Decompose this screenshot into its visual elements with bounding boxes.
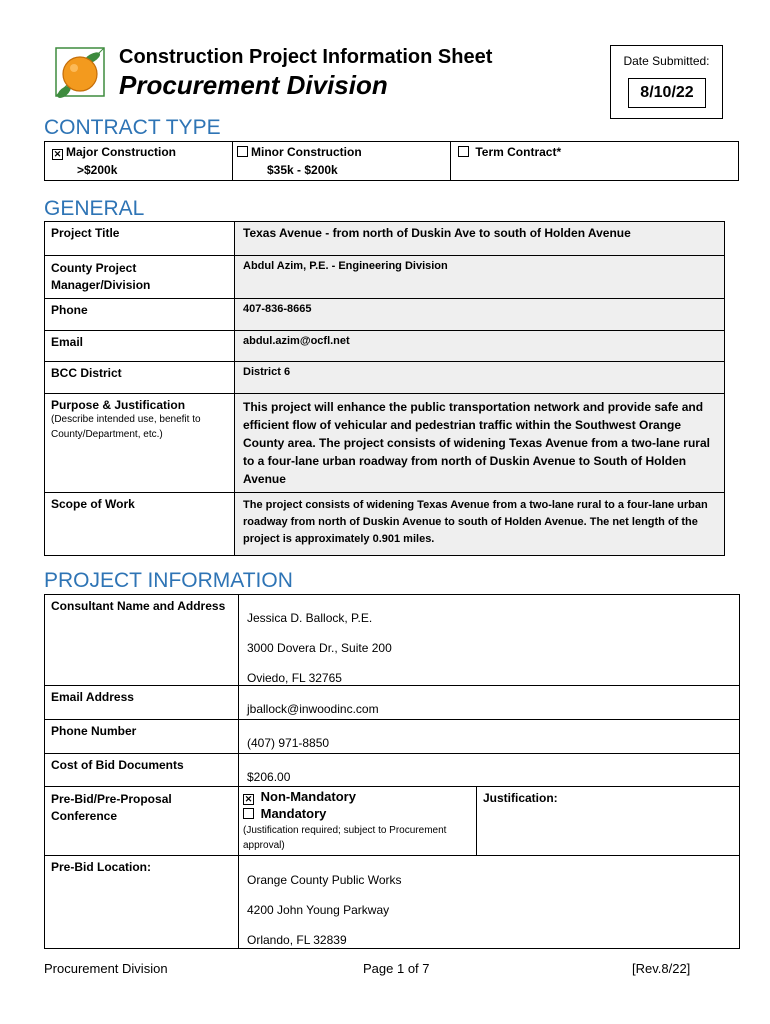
consultant-line: Jessica D. Ballock, P.E. bbox=[247, 611, 373, 625]
date-submitted-field[interactable]: 8/10/22 bbox=[628, 78, 706, 108]
footer-left: Procurement Division bbox=[44, 961, 168, 976]
page-title: Construction Project Information Sheet bbox=[119, 46, 493, 68]
checkbox-empty-icon[interactable] bbox=[237, 146, 248, 157]
general-heading: GENERAL bbox=[44, 197, 145, 220]
contract-option-major[interactable] bbox=[45, 142, 232, 180]
project-title-label: Project Title bbox=[45, 222, 235, 256]
contract-option-range: >$200k bbox=[77, 163, 118, 177]
prebid-label: Pre-Bid/Pre-Proposal Conference bbox=[45, 787, 239, 856]
contract-type-heading: CONTRACT TYPE bbox=[44, 116, 221, 139]
project-title-field[interactable]: Texas Avenue - from north of Duskin Ave to south of Holden Avenue bbox=[235, 222, 725, 256]
checkbox-checked-icon[interactable]: ✕ bbox=[244, 794, 253, 804]
prebid-location-label: Pre-Bid Location: bbox=[45, 856, 239, 949]
checkbox-checked-icon[interactable]: ✕ bbox=[53, 149, 62, 159]
bid-cost-label: Cost of Bid Documents bbox=[45, 754, 239, 787]
prebid-options bbox=[239, 787, 477, 856]
contract-option-range: $35k - $200k bbox=[267, 163, 338, 177]
consultant-phone-field[interactable]: (407) 971-8850 bbox=[239, 720, 740, 754]
contract-option-term[interactable] bbox=[450, 142, 738, 180]
project-info-heading: PROJECT INFORMATION bbox=[44, 569, 293, 592]
phone-label: Phone bbox=[45, 299, 235, 331]
bid-cost-field[interactable]: $206.00 bbox=[239, 754, 740, 787]
scope-field[interactable]: The project consists of widening Texas Avenue from a two-lane rural to a four-lane urban roadway from north of Duskin Avenue to south of Holden Avenue. The net length of the project is approximately 0.901 miles. bbox=[235, 493, 725, 556]
email-label: Email bbox=[45, 331, 235, 362]
checkbox-empty-icon[interactable] bbox=[243, 808, 254, 819]
location-line: Orlando, FL 32839 bbox=[247, 933, 347, 947]
email-field[interactable]: abdul.azim@ocfl.net bbox=[235, 331, 725, 362]
footer-revision: [Rev.8/22] bbox=[632, 961, 691, 976]
scope-label: Scope of Work bbox=[45, 493, 235, 556]
non-mandatory-option[interactable]: ✕ Non-Mandatory bbox=[244, 789, 356, 804]
project-info-table bbox=[44, 594, 740, 949]
purpose-cell bbox=[45, 394, 235, 493]
manager-field[interactable]: Abdul Azim, P.E. - Engineering Division bbox=[235, 256, 725, 299]
date-submitted-box bbox=[610, 45, 723, 119]
purpose-field[interactable]: This project will enhance the public transportation network and provide safe and efficient flow of vehicular and pedestrian traffic within the Southwest Orange County area. The project consists of widening Texas Avenue from a two-lane rural to a four-lane urban roadway from north of Duskin Avenue to South of Holden Avenue bbox=[235, 394, 725, 493]
contract-option-label: Minor Construction bbox=[251, 145, 362, 159]
consultant-label: Consultant Name and Address bbox=[45, 595, 239, 686]
consultant-line: Oviedo, FL 32765 bbox=[247, 671, 342, 685]
justification-label[interactable]: Justification: bbox=[477, 787, 740, 856]
orange-logo-icon bbox=[50, 44, 108, 102]
date-submitted-label: Date Submitted: bbox=[623, 54, 710, 68]
location-line: 4200 John Young Parkway bbox=[247, 903, 390, 917]
mandatory-option[interactable]: Mandatory bbox=[243, 806, 472, 821]
consultant-line: 3000 Dovera Dr., Suite 200 bbox=[247, 641, 392, 655]
contract-type-table bbox=[44, 141, 739, 181]
contract-option-label: Major Construction bbox=[66, 145, 176, 159]
contract-option-label: Term Contract* bbox=[475, 145, 562, 159]
mandatory-note: (Justification required; subject to Procurement approval) bbox=[243, 825, 447, 851]
contract-option-minor[interactable] bbox=[232, 142, 451, 180]
manager-label: County Project Manager/Division bbox=[45, 256, 235, 299]
location-line: Orange County Public Works bbox=[247, 873, 402, 887]
consultant-email-label: Email Address bbox=[45, 686, 239, 720]
checkbox-empty-icon[interactable] bbox=[458, 146, 469, 157]
purpose-label: Purpose & Justification bbox=[51, 398, 186, 412]
consultant-phone-label: Phone Number bbox=[45, 720, 239, 754]
consultant-field[interactable] bbox=[239, 595, 740, 686]
district-label: BCC District bbox=[45, 362, 235, 394]
consultant-email-field[interactable]: jballock@inwoodinc.com bbox=[239, 686, 740, 720]
district-field[interactable]: District 6 bbox=[235, 362, 725, 394]
phone-field[interactable]: 407-836-8665 bbox=[235, 299, 725, 331]
prebid-location-field[interactable] bbox=[239, 856, 740, 949]
general-table bbox=[44, 221, 725, 556]
footer-page-number: Page 1 of 7 bbox=[363, 961, 430, 976]
purpose-hint: (Describe intended use, benefit to County/Department, etc.) bbox=[51, 414, 201, 440]
page-subtitle: Procurement Division bbox=[119, 70, 388, 100]
